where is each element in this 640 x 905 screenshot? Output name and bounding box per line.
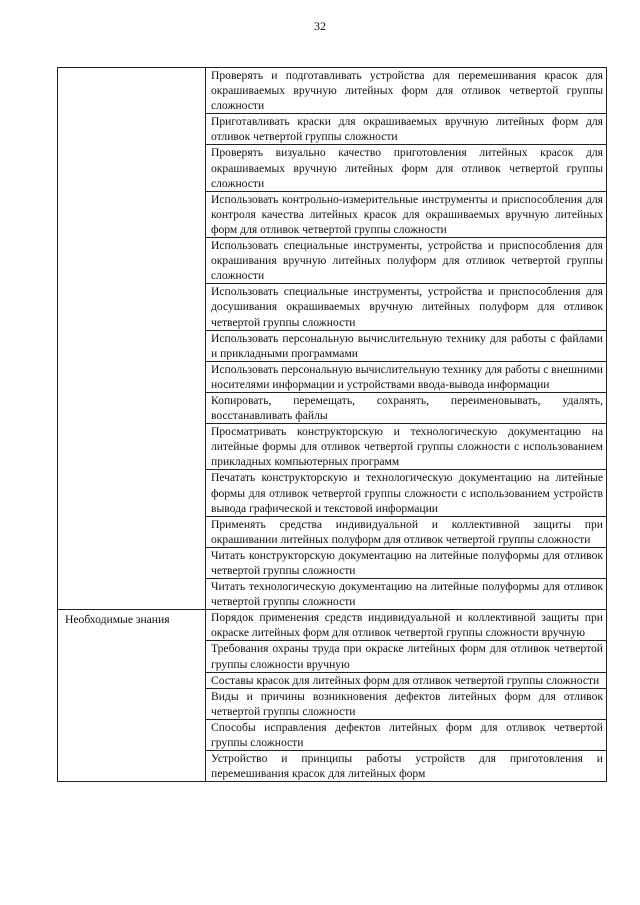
section-label: Необходимые знания bbox=[58, 610, 206, 782]
requirement-item: Составы красок для литейных форм для отливок четвертой группы сложности bbox=[206, 672, 607, 688]
requirement-item: Проверять визуально качество приготовления литейных красок для окрашиваемых вручную литейных форм для отливок четвертой группы сложности bbox=[206, 145, 607, 191]
requirements-table bbox=[57, 67, 607, 782]
requirement-item: Использовать персональную вычислительную технику для работы с внешними носителями информации и устройствами ввода-вывода информации bbox=[206, 361, 607, 392]
requirement-item: Порядок применения средств индивидуальной и коллективной защиты при окраске литейных форм для отливок четвертой группы сложности вручную bbox=[206, 610, 607, 641]
requirement-item: Требования охраны труда при окраске литейных форм для отливок четвертой группы сложности вручную bbox=[206, 641, 607, 672]
requirement-item: Читать технологическую документацию на литейные полуформы для отливок четвертой группы сложности bbox=[206, 579, 607, 610]
requirement-item: Печатать конструкторскую и технологическую документацию на литейные формы для отливок четвертой группы сложности с использованием устройств вывода графической и текстовой информации bbox=[206, 470, 607, 516]
requirement-item: Приготавливать краски для окрашиваемых вручную литейных форм для отливок четвертой группы сложности bbox=[206, 114, 607, 145]
requirement-item: Использовать специальные инструменты, устройства и приспособления для окрашивания вручную литейных полуформ для отливок четвертой группы сложности bbox=[206, 238, 607, 284]
table-row bbox=[58, 68, 607, 114]
section-label-empty bbox=[58, 68, 206, 610]
requirement-item: Просматривать конструкторскую и технологическую документацию на литейные формы для отливок четвертой группы сложности с использованием прикладных компьютерных программ bbox=[206, 424, 607, 470]
requirement-item: Использовать персональную вычислительную технику для работы с файлами и прикладными программами bbox=[206, 330, 607, 361]
requirement-item: Применять средства индивидуальной и коллективной защиты при окрашивании литейных полуформ для отливок четвертой группы сложности bbox=[206, 516, 607, 547]
requirement-item: Копировать, перемещать, сохранять, переименовывать, удалять, восстанавливать файлы bbox=[206, 392, 607, 423]
requirement-item: Способы исправления дефектов литейных форм для отливок четвертой группы сложности bbox=[206, 719, 607, 750]
requirement-item: Читать конструкторскую документацию на литейные полуформы для отливок четвертой группы сложности bbox=[206, 547, 607, 578]
page-number: 32 bbox=[314, 19, 326, 33]
requirement-item: Устройство и принципы работы устройств для приготовления и перемешивания красок для литейных форм bbox=[206, 751, 607, 782]
requirement-item: Использовать специальные инструменты, устройства и приспособления для досушивания окрашиваемых вручную литейных полуформ для отливок четвертой группы сложности bbox=[206, 284, 607, 330]
table-body bbox=[58, 68, 607, 782]
table-row bbox=[58, 610, 607, 641]
requirement-item: Виды и причины возникновения дефектов литейных форм для отливок четвертой группы сложности bbox=[206, 688, 607, 719]
requirement-item: Проверять и подготавливать устройства для перемешивания красок для окрашиваемых вручную литейных форм для отливок четвертой группы сложности bbox=[206, 68, 607, 114]
requirement-item: Использовать контрольно-измерительные инструменты и приспособления для контроля качества литейных красок для окрашиваемых вручную литейных форм для отливок четвертой группы сложности bbox=[206, 191, 607, 237]
